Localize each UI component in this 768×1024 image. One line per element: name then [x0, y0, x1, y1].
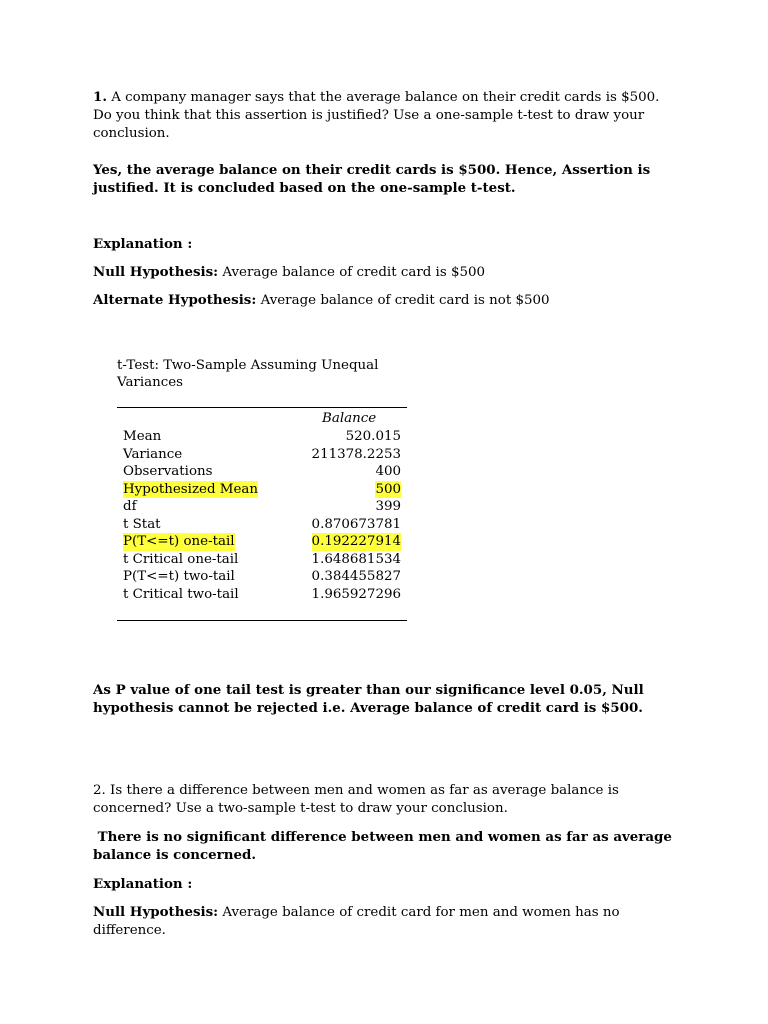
q1-answer: Yes, the average balance on their credit cards is $500. Hence, Assertion is justified. It is concluded based on the one-sample t-test. [93, 162, 651, 196]
table-row-value: 399 [375, 499, 401, 514]
table-bottom-rule [117, 620, 407, 621]
table-row-value: 211378.2253 [311, 446, 401, 462]
table-row-value: 0.870673781 [311, 516, 401, 532]
table-row-value: 1.965927296 [311, 586, 401, 602]
table-top-rule [117, 407, 407, 408]
q2-null-hypothesis [93, 903, 678, 940]
table-row [117, 516, 407, 534]
table-row-label: t Stat [123, 516, 161, 532]
q2-explanation-heading: Explanation : [93, 876, 193, 892]
table-row-label: df [123, 499, 137, 514]
table-row [117, 498, 407, 516]
table-row-label: t Critical two-tail [123, 586, 239, 602]
q1-alt-label: Alternate Hypothesis: [93, 292, 257, 308]
table-row [117, 551, 407, 569]
q1-explanation-heading: Explanation : [93, 236, 193, 252]
table-row [117, 586, 407, 604]
q1-question [93, 88, 678, 143]
table-row-value: 0.384455827 [311, 569, 401, 584]
q1-null-label: Null Hypothesis: [93, 264, 219, 280]
q1-question-text: A company manager says that the average balance on their credit cards is $500. Do you think that this assertion is justified? Use a one-sample t-test to draw your conclusion. [93, 90, 660, 141]
q2-question: 2. Is there a difference between men and women as far as average balance is concerned? Use a two-sample t-test to draw your conclusion. [93, 783, 619, 816]
ttest-table-title: t-Test: Two-Sample Assuming Unequal Variances [117, 358, 379, 390]
table-row [117, 568, 407, 586]
table-row-label: P(T<=t) one-tail [123, 534, 235, 549]
table-row [117, 446, 407, 464]
table-row [117, 463, 407, 481]
q1-null-hypothesis [93, 263, 678, 282]
table-row-value: 500 [375, 481, 401, 497]
table-row-label: Observations [123, 464, 213, 479]
table-row [117, 481, 407, 499]
table-row-label: Variance [123, 446, 183, 462]
table-row-value: 1.648681534 [311, 551, 401, 567]
table-row [117, 428, 407, 446]
table-row-value: 0.192227914 [311, 534, 401, 549]
q1-conclusion: As P value of one tail test is greater than our significance level 0.05, Null hypothesis cannot be rejected i.e. Average balance of credit card is $500. [93, 682, 644, 716]
q1-number: 1. [93, 89, 107, 105]
table-row-label: Hypothesized Mean [123, 481, 259, 497]
table-row-label: P(T<=t) two-tail [123, 569, 235, 584]
q2-answer-text: There is no significant difference between men and women as far as average balance is concerned. [93, 829, 672, 863]
q1-alt-text: Average balance of credit card is not $500 [260, 293, 550, 308]
table-row-label: Mean [123, 429, 162, 444]
q2-answer [93, 828, 678, 864]
q1-alternate-hypothesis [93, 291, 678, 310]
table-column-header: Balance [322, 411, 377, 426]
table-row-value: 520.015 [345, 429, 401, 444]
table-row-value: 400 [375, 464, 401, 479]
q2-null-text: Average balance of credit card for men and women has no difference. [93, 905, 620, 938]
table-row [117, 533, 407, 551]
table-rows [117, 428, 407, 603]
ttest-table [117, 357, 407, 602]
q2-null-label: Null Hypothesis: [93, 904, 219, 920]
q1-null-text: Average balance of credit card is $500 [222, 265, 486, 280]
table-row-label: t Critical one-tail [123, 551, 239, 567]
